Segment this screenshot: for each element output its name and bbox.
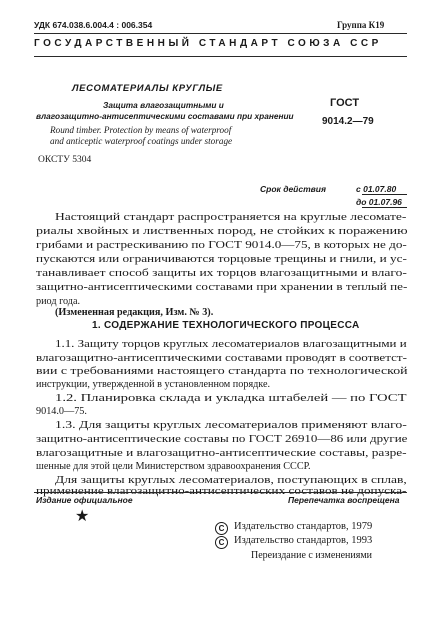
validity-to: до 01.07.96 [356,197,402,207]
english-title-line-2: and anticeptic waterproof coatings under storage [50,136,233,146]
validity-label: Срок действия [260,184,326,194]
copyright-text-1979: Издательство стандартов, 1979 [234,521,373,532]
gost-number: 9014.2—79 [322,116,374,127]
subtitle-line-2: влагозащитно-антисептическими составами при хранении [36,111,294,121]
section-line: влагозащитные и влагозащитно-антисептические составы, разре- [36,448,407,459]
validity-underline-1 [362,194,407,195]
gost-label: ГОСТ [330,97,360,109]
section-heading: 1. СОДЕРЖАНИЕ ТЕХНОЛОГИЧЕСКОГО ПРОЦЕССА [92,320,360,331]
intro-line: грибами и растрескиванию по ГОСТ 9014.0—75, в которых не до- [36,240,407,251]
intro-line: танавливает способ защиты их торцов влагозащитными и влаго- [36,268,407,279]
section-line: 1.2. Планировка склада и укладка штабелей — по ГОСТ [55,393,407,404]
udk-code: УДК 674.038.6.004.4 : 006.354 [34,20,153,30]
intro-line: защитно-антисептическими составами при хранении в теплый пе- [36,282,408,293]
section-line: 1.1. Защиту торцов круглых лесоматериалов влагозащитными и [55,339,407,350]
section-line: инструкции, утвержденной в установленном порядке. [36,379,271,390]
copyright-1993 [215,535,372,549]
copyright-icon: C [215,522,228,535]
footer-rule [34,492,407,493]
official-edition-label: Издание официальное [36,495,133,505]
document-title: ЛЕСОМАТЕРИАЛЫ КРУГЛЫЕ [72,83,223,94]
subtitle-line-1: Защита влагозащитными и [103,100,224,110]
copyright-icon: C [215,536,228,549]
copyright-text-1993: Издательство стандартов, 1993 [234,535,373,546]
section-line: вии с требованиями настоящего стандарта по технологической [36,366,408,377]
section-line: защитно-антисептические составы по ГОСТ 26910—86 или другие [36,434,408,445]
section-line: шенные для этой цели Министерством здравоохранения СССР. [36,461,311,472]
header-top-rule [34,33,407,34]
okstu-code: ОКСТУ 5304 [38,155,92,165]
intro-line: пускаются или ограничиваются торцовые трещины и гнили, и ус- [36,254,407,265]
intro-line: риалы хвойных и лиственных пород, не стойких к поражению [36,226,408,237]
intro-line: Настоящий стандарт распространяется на круглые лесомате- [55,212,407,223]
english-title-line-1: Round timber. Protection by means of waterproof [50,125,232,135]
star-icon: ★ [75,508,90,525]
section-line: 9014.0—75. [36,406,87,417]
reprint-prohibited-label: Перепечатка воспрещена [288,495,400,505]
validity-from: с 01.07.80 [356,184,397,194]
section-line: 1.3. Для защиты круглых лесоматериалов применяют влаго- [55,420,407,431]
intro-line: риод года. [36,296,81,307]
copyright-1979 [215,521,372,535]
validity-underline-2 [362,207,407,208]
state-standard-heading: ГОСУДАРСТВЕННЫЙ СТАНДАРТ СОЮЗА ССР [34,38,382,49]
section-line: Для защиты круглых лесоматериалов, поступающих в сплав, [55,475,407,486]
edition-note: (Измененная редакция, Изм. № 3). [55,307,214,318]
reissue-note: Переиздание с изменениями [251,550,373,561]
group-code: Группа К19 [337,20,385,30]
section-line: влагозащитно-антисептическими составами проводят в соответст- [36,353,407,364]
header-bottom-rule [34,56,407,57]
